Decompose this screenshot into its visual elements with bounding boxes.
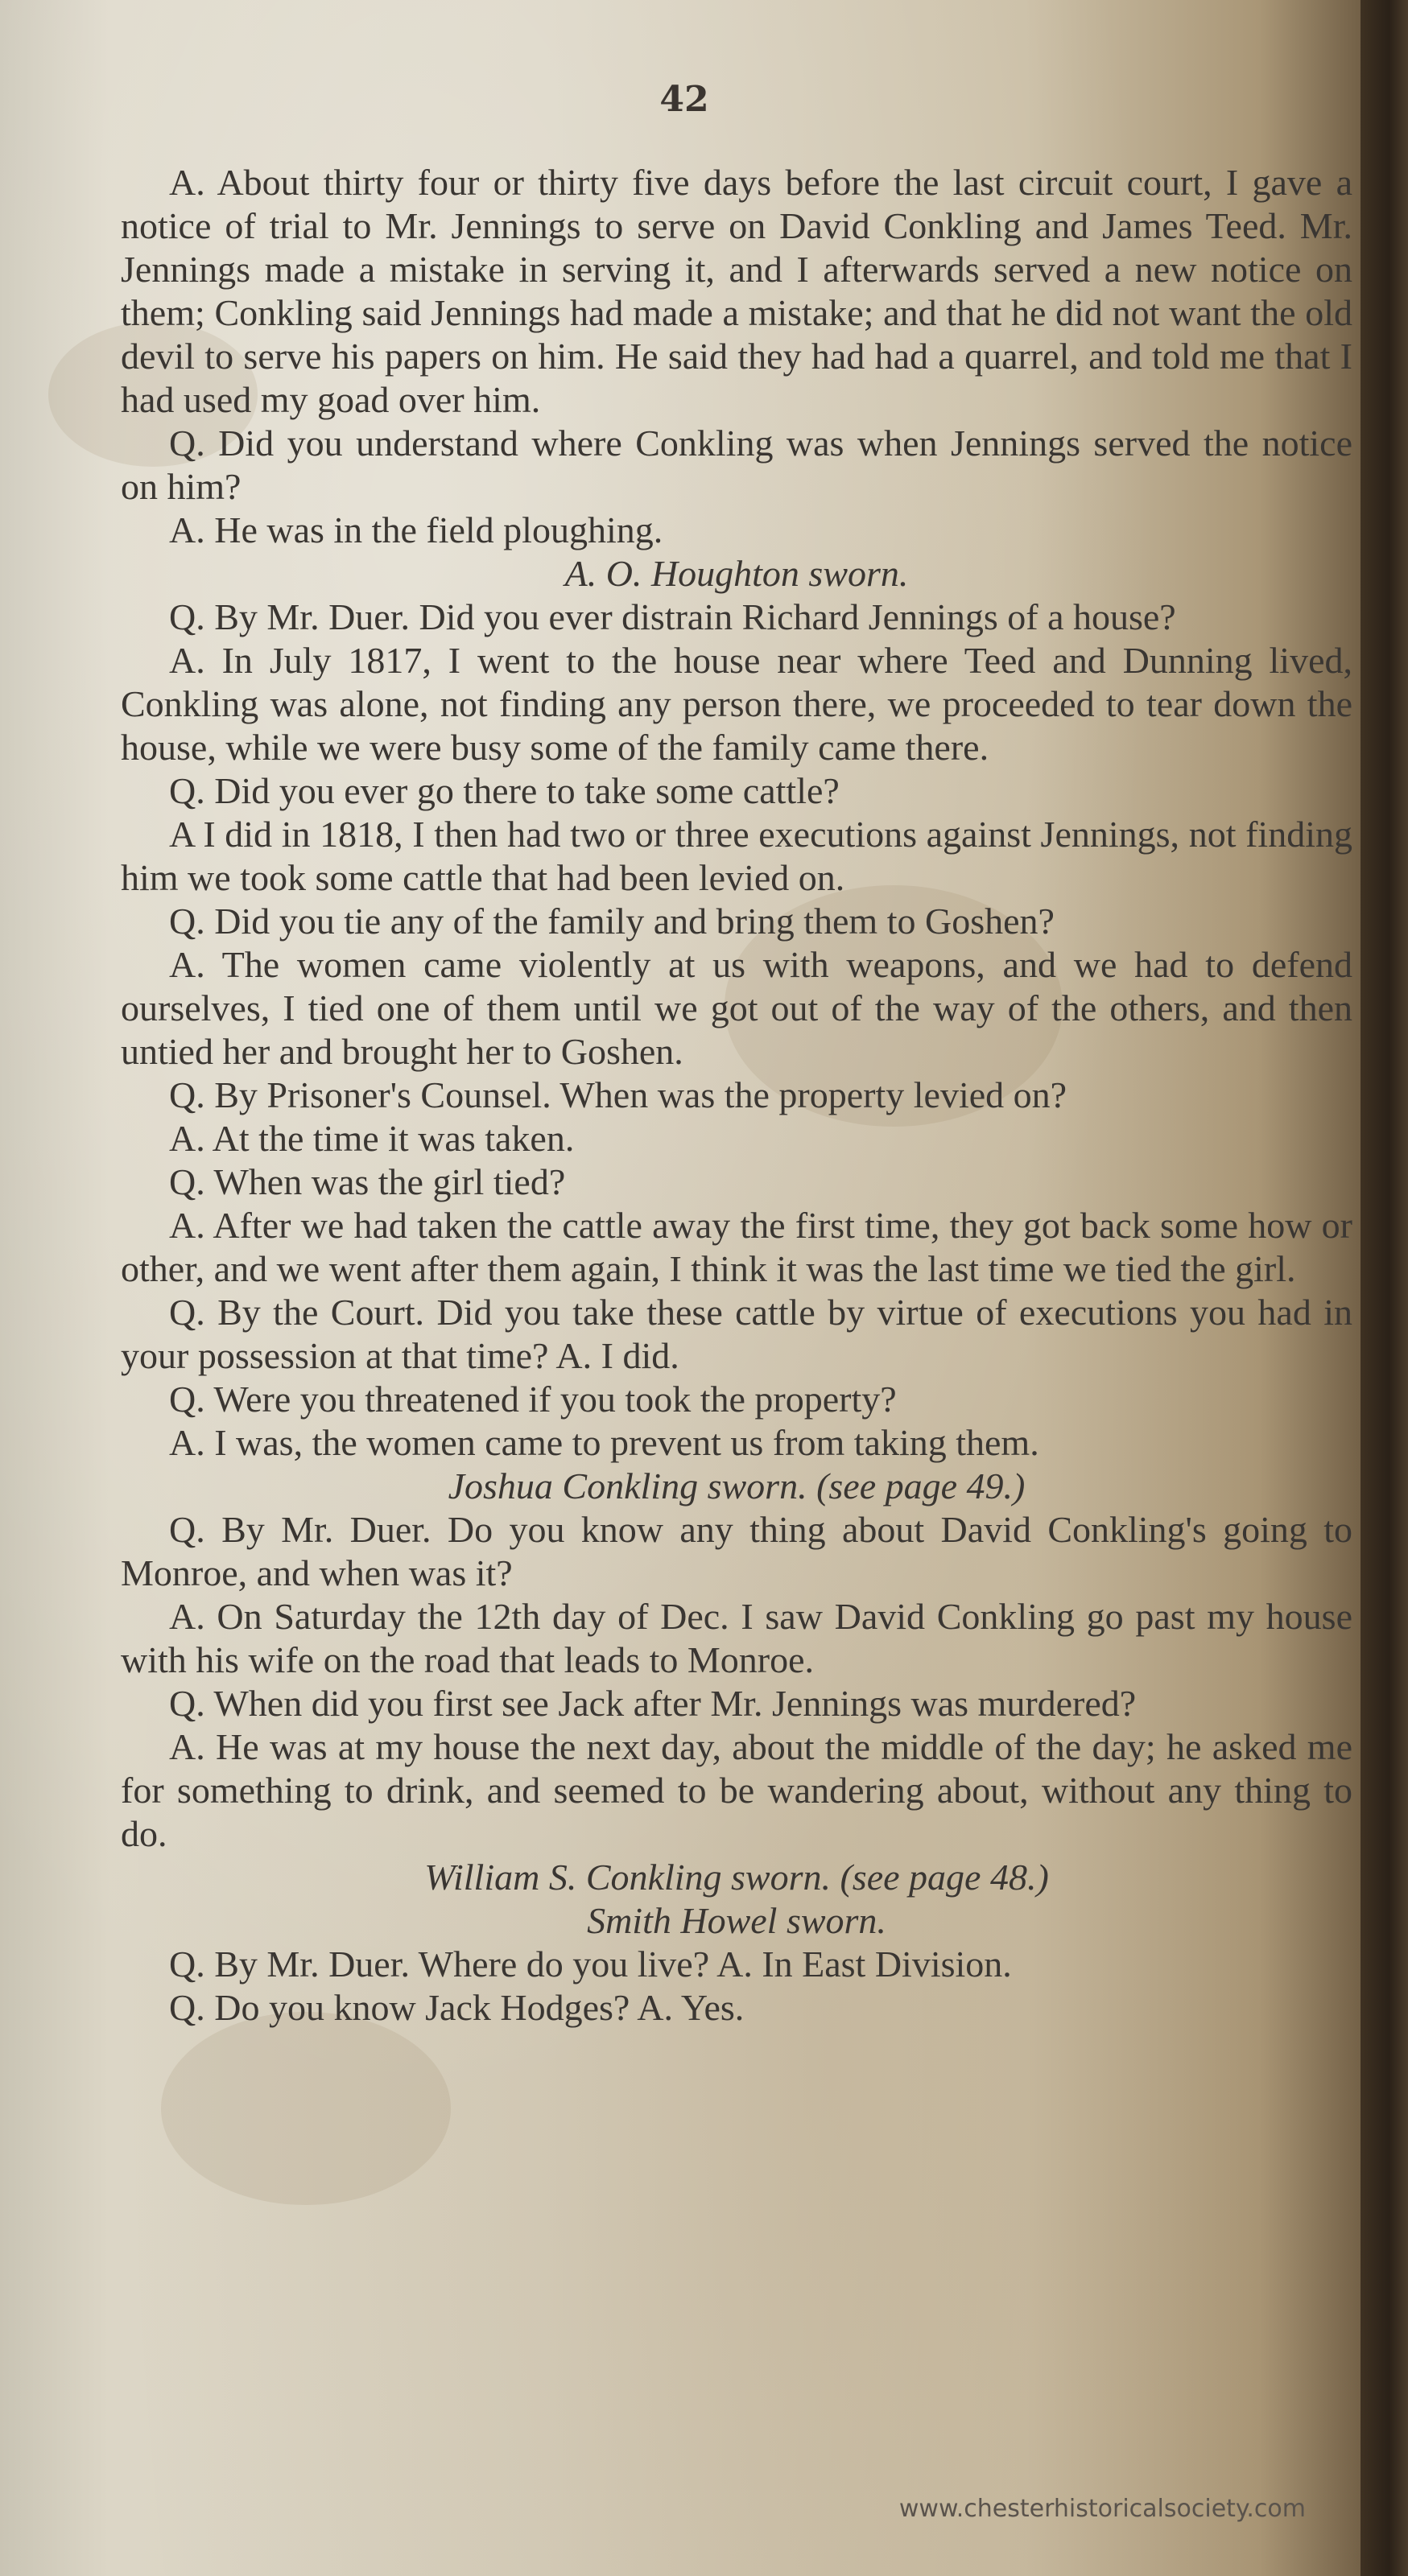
text-line: Q. By the Court. Did you take these cattle by virtue of executions you had in your possession at that time? A. I did.: [121, 1292, 1352, 1376]
text-line: A I did in 1818, I then had two or three executions against Jennings, not finding him we took some cattle that had been levied on.: [121, 814, 1352, 898]
text-line: A. After we had taken the cattle away the first time, they got back some how or other, and we went after them again, I think it was the last time we tied the girl.: [121, 1205, 1352, 1289]
book-spine-shadow: [1361, 0, 1408, 2576]
text-line: Q. When did you first see Jack after Mr. Jennings was murdered?: [169, 1683, 1137, 1724]
text-line: Q. When was the girl tied?: [169, 1161, 566, 1202]
text-line: Q. By Prisoner's Counsel. When was the property levied on?: [169, 1074, 1067, 1115]
text-line: Smith Howel sworn.: [587, 1900, 886, 1941]
text-line: Joshua Conkling sworn. (see page 49.): [448, 1465, 1026, 1506]
text-line: Q. Did you ever go there to take some cattle?: [169, 770, 840, 811]
text-line: A. In July 1817, I went to the house near where Teed and Dunning lived, Conkling was alone, not finding any person there, we proceeded to tear down the house, while we were busy some of the family came there.: [121, 640, 1352, 768]
watermark: www.chesterhistoricalsociety.com: [898, 2495, 1306, 2523]
text-line: Q. Did you tie any of the family and bring them to Goshen?: [169, 901, 1055, 942]
text-line: A. On Saturday the 12th day of Dec. I saw David Conkling go past my house with his wife on the road that leads to Monroe.: [121, 1596, 1352, 1680]
text-line: A. He was in the field ploughing.: [169, 509, 663, 550]
text-line: Q. Did you understand where Conkling was when Jennings served the notice on him?: [121, 422, 1352, 507]
stain: [161, 2012, 451, 2205]
text-line: A. He was at my house the next day, about the middle of the day; he asked me for something to drink, and seemed to be wandering about, without any thing to do.: [121, 1726, 1352, 1854]
text-line: William S. Conkling sworn. (see page 48.): [424, 1857, 1049, 1898]
page-number: 42: [659, 79, 709, 120]
transcript-text: [121, 161, 1352, 2030]
text-line: A. The women came violently at us with weapons, and we had to defend ourselves, I tied one of them until we got out of the way of the others, and then untied her and brought her to Goshen.: [121, 944, 1352, 1072]
text-line: Q. By Mr. Duer. Did you ever distrain Richard Jennings of a house?: [169, 596, 1176, 637]
text-line: A. About thirty four or thirty five days before the last circuit court, I gave a notice of trial to Mr. Jennings to serve on David Conkling and James Teed. Mr. Jennings made a mistake in serving it, and I afterwards served a new notice on them; Conkling said Jennings had made a mistake; and that he did not want the old devil to serve his papers on him. He said they had had a quarrel, and told me that I had used my goad over him.: [121, 162, 1352, 420]
text-line: Q. By Mr. Duer. Do you know any thing about David Conkling's going to Monroe, and when was it?: [121, 1509, 1352, 1593]
text-line: Q. Do you know Jack Hodges? A. Yes.: [169, 1987, 745, 2028]
text-line: A. I was, the women came to prevent us from taking them.: [169, 1422, 1039, 1463]
text-line: A. At the time it was taken.: [169, 1118, 575, 1159]
text-line: Q. By Mr. Duer. Where do you live? A. In East Division.: [169, 1943, 1012, 1985]
text-line: Q. Were you threatened if you took the property?: [169, 1379, 897, 1420]
text-line: A. O. Houghton sworn.: [564, 553, 909, 594]
